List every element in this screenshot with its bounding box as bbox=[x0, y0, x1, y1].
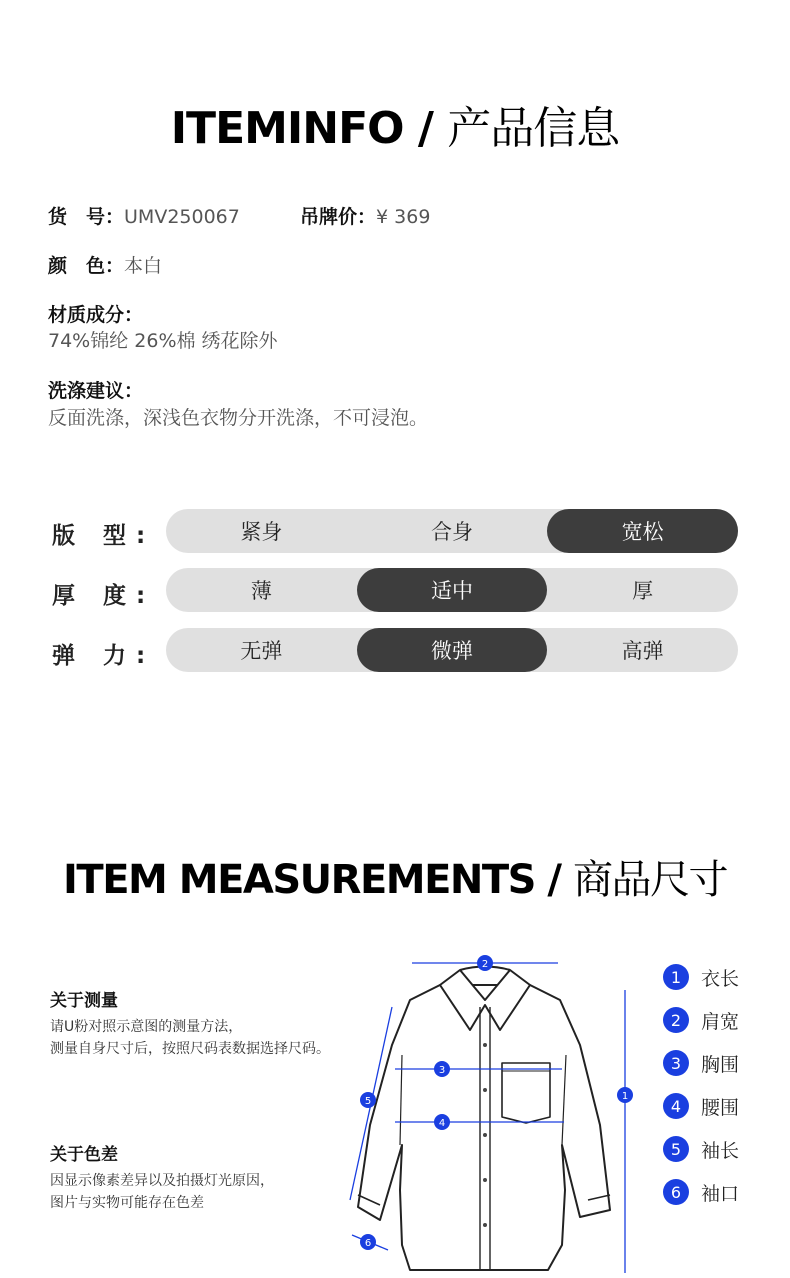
fit-option-loose[interactable]: 宽松 bbox=[547, 509, 738, 553]
thickness-option-medium[interactable]: 适中 bbox=[357, 568, 548, 612]
measurements-title bbox=[0, 848, 790, 905]
elasticity-option-slight[interactable]: 微弹 bbox=[357, 628, 548, 672]
color-row bbox=[48, 251, 162, 278]
about-color-title: 关于色差 bbox=[50, 1145, 118, 1165]
wash-label: 洗涤建议： bbox=[48, 380, 144, 402]
legend-item-sleeve bbox=[663, 1134, 739, 1164]
sku-value: UMV250067 bbox=[124, 206, 240, 228]
fit-option-slim[interactable]: 紧身 bbox=[240, 520, 283, 544]
legend-num-1: 1 bbox=[663, 964, 689, 990]
price-value: ¥ 369 bbox=[376, 206, 431, 228]
legend-num-4: 4 bbox=[663, 1093, 689, 1119]
shirt-buttons bbox=[483, 1043, 487, 1227]
color-value: 本白 bbox=[124, 255, 163, 277]
legend-label-sleeve: 袖长 bbox=[701, 1139, 740, 1162]
fit-label: 版 型: bbox=[52, 523, 156, 549]
about-measure-line-1: 请U粉对照示意图的测量方法， bbox=[50, 1019, 243, 1035]
legend-label-waist: 腰围 bbox=[701, 1096, 740, 1119]
marker-5-text: 5 bbox=[364, 1096, 372, 1107]
thickness-label: 厚 度: bbox=[52, 583, 156, 609]
legend-item-chest bbox=[663, 1048, 739, 1078]
marker-2-text: 2 bbox=[481, 959, 489, 970]
legend-label-shoulder: 肩宽 bbox=[701, 1010, 740, 1033]
fit-option-regular[interactable]: 合身 bbox=[431, 520, 473, 544]
about-measure-title: 关于测量 bbox=[50, 991, 118, 1011]
elasticity-selector bbox=[166, 628, 738, 672]
legend-num-5: 5 bbox=[663, 1136, 689, 1162]
about-measure-line-2: 测量自身尺寸后，按照尺码表数据选择尺码。 bbox=[50, 1041, 330, 1057]
about-color-text bbox=[50, 1170, 274, 1214]
material-value: 74%锦纶 26%棉 绣花除外 bbox=[48, 330, 278, 352]
legend-item-shoulder bbox=[663, 1005, 739, 1035]
price-row bbox=[300, 202, 430, 229]
legend-item-waist bbox=[663, 1091, 739, 1121]
marker-3-text: 3 bbox=[438, 1065, 446, 1076]
legend-num-2: 2 bbox=[663, 1007, 689, 1033]
marker-6-text: 6 bbox=[364, 1238, 372, 1249]
elasticity-option-none[interactable]: 无弹 bbox=[240, 639, 283, 663]
sku-row bbox=[48, 202, 240, 229]
measurement-legend bbox=[663, 962, 739, 1207]
thickness-option-thin[interactable]: 薄 bbox=[250, 579, 272, 603]
color-label: 颜 色： bbox=[48, 255, 125, 277]
legend-num-6: 6 bbox=[663, 1179, 689, 1205]
marker-1-text: 1 bbox=[621, 1091, 629, 1102]
item-info-title-en: ITEMINFO / bbox=[170, 103, 433, 154]
legend-label-length: 衣长 bbox=[701, 967, 740, 990]
item-info-title bbox=[0, 92, 790, 156]
item-info-title-cn: 产品信息 bbox=[447, 103, 620, 154]
shirt-measurement-diagram bbox=[330, 945, 640, 1278]
about-color-line-1: 因显示像素差异以及拍摄灯光原因， bbox=[50, 1173, 274, 1189]
thickness-selector bbox=[166, 568, 738, 612]
measurements-title-cn: 商品尺寸 bbox=[572, 857, 727, 903]
elasticity-option-high[interactable]: 高弹 bbox=[621, 639, 664, 663]
material-label: 材质成分： bbox=[48, 304, 144, 326]
measurements-title-en: ITEM MEASUREMENTS / bbox=[63, 857, 561, 903]
legend-num-3: 3 bbox=[663, 1050, 689, 1076]
price-label: 吊牌价： bbox=[300, 206, 377, 228]
wash-value: 反面洗涤，深浅色衣物分开洗涤，不可浸泡。 bbox=[48, 407, 429, 429]
marker-4-text: 4 bbox=[438, 1118, 446, 1129]
elasticity-label: 弹 力: bbox=[52, 643, 156, 669]
legend-label-cuff: 袖口 bbox=[701, 1182, 740, 1205]
about-color-line-2: 图片与实物可能存在色差 bbox=[50, 1195, 204, 1211]
thickness-option-thick[interactable]: 厚 bbox=[632, 579, 654, 603]
fit-selector bbox=[166, 509, 738, 553]
about-measure-text bbox=[50, 1016, 330, 1060]
sku-label: 货 号： bbox=[48, 206, 125, 228]
legend-label-chest: 胸围 bbox=[701, 1053, 740, 1076]
legend-item-length bbox=[663, 962, 739, 992]
legend-item-cuff bbox=[663, 1177, 739, 1207]
